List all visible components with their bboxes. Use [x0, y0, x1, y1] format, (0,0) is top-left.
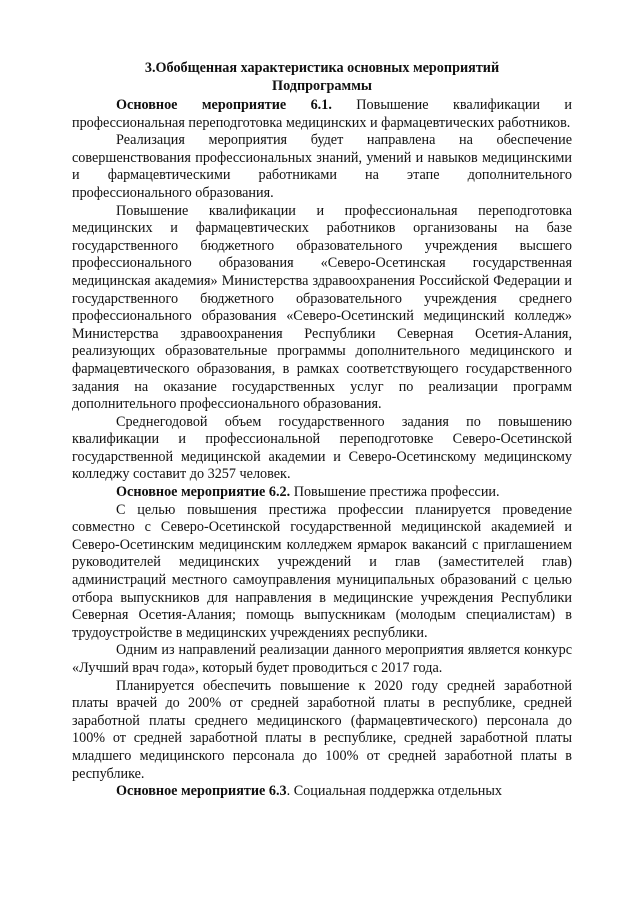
measure-6-2-title: Основное мероприятие 6.2.	[116, 484, 291, 501]
measure-6-3-title: Основное мероприятие 6.3	[116, 783, 287, 800]
paragraph-implementation	[72, 132, 572, 202]
paragraph-text: Реализация мероприятия будет направлена на обеспечение совершенствования профессиональных знаний, умений и навыков медицинскими и фармацевтическими работниками на этапе дополнительного профессионального образования.	[72, 132, 572, 201]
measure-6-2-text: Повышение престижа профессии.	[290, 484, 500, 501]
paragraph-measure-6-1	[72, 97, 572, 132]
paragraph-measure-6-2	[72, 484, 572, 502]
section-heading	[72, 60, 572, 95]
paragraph-contest	[72, 642, 572, 677]
measure-6-1-title: Основное мероприятие 6.1.	[116, 97, 332, 113]
paragraph-text: Среднегодовой объем государственного задания по повышению квалификации и профессиональной переподготовке Северо-Осетинской государственной медицинской академии и Северо-Осетинскому медицинскому колледжу составит до 3257 человек.	[72, 413, 572, 483]
paragraph-text: С целью повышения престижа профессии планируется проведение совместно с Северо-Осетинской государственной медицинской академией и Северо-Осетинским медицинским колледжем ярмарок вакансий с приглашением руководителей медицинских учреждений и глав (заместителей глав) администраций местного самоуправления муниципальных образований с целью отбора выпускников для направления в медицинские учреждения Республики Северная Осетия-Алания; помощь выпускникам (молодым специалистам) в трудоустройстве в медицинских учреждениях республики.	[72, 501, 572, 641]
paragraph-prestige	[72, 502, 572, 643]
paragraph-salary	[72, 678, 572, 784]
section-heading-line-2: Подпрограммы	[272, 77, 372, 94]
measure-6-3-text: . Социальная поддержка отдельных	[286, 783, 503, 800]
paragraph-text: Планируется обеспечить повышение к 2020 году средней заработной платы врачей до 200% от средней заработной платы в республике, средней заработной платы среднего медицинского (фармацевтического) персонала до 100% от средней заработной платы в республике, средней заработной платы младшего медицинского персонала до 100% от средней заработной платы в республике.	[72, 677, 572, 782]
paragraph-text: Повышение квалификации и профессиональная переподготовка медицинских и фармацевтических работников организованы на базе государственного бюджетного образовательного учреждения высшего профессионального образования «Северо-Осетинская государственная медицинская академия» Министерства здравоохранения Российской Федерации и государственного бюджетного образовательного учреждения среднего профессионального образования «Северо-Осетинский медицинский колледж» Министерства здравоохранения Республики Северная Осетия-Алания, реализующих образовательные программы дополнительного медицинского и фармацевтического образования, в рамках соответствующего государственного задания на оказание государственных услуг по реализации программ дополнительного профессионального образования.	[72, 202, 572, 413]
document-page	[72, 60, 572, 801]
paragraph-training-organization	[72, 203, 572, 414]
measure-6-1-text: Повышение квалификации и профессиональная переподготовка медицинских и фармацевтических работников.	[72, 97, 572, 131]
paragraph-text: Одним из направлений реализации данного мероприятия является конкурс «Лучший врач года», который будет проводиться с 2017 года.	[72, 642, 572, 676]
section-heading-line-1: 3.Обобщенная характеристика основных мероприятий	[144, 60, 500, 76]
paragraph-annual-volume	[72, 414, 572, 484]
paragraph-measure-6-3	[72, 783, 572, 801]
